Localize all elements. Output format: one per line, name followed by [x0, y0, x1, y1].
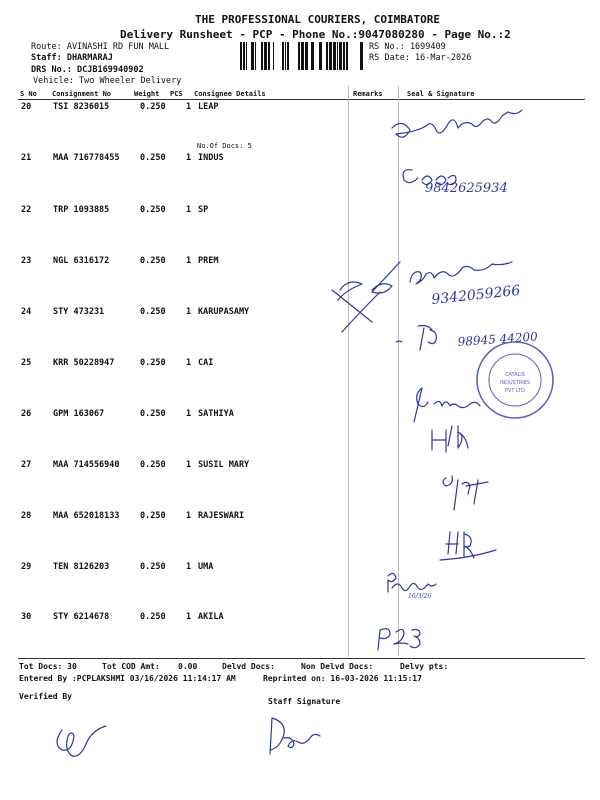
- row-consignee: CAI: [198, 358, 214, 368]
- row-weight: 0.250: [140, 612, 166, 622]
- svg-text:16/3/26: 16/3/26: [408, 593, 432, 600]
- row-docs-note: No.Of Docs: 5: [197, 142, 252, 150]
- row-consignment: TRP 1093885: [53, 205, 110, 215]
- row-consignment: MAA 652018133: [53, 511, 120, 521]
- signature-row28: [440, 532, 496, 560]
- row-sno: 25: [21, 358, 32, 368]
- row-sno: 24: [21, 307, 32, 317]
- drs-label: DRS No.: DCJB169940902: [31, 65, 144, 75]
- row-sno: 26: [21, 409, 32, 419]
- signature-row24: [396, 326, 436, 351]
- phone-row24: 98945 44200: [457, 329, 539, 349]
- staff-signature-label: Staff Signature: [268, 697, 341, 706]
- row-consignee: SUSIL MARY: [198, 460, 250, 470]
- row-weight: 0.250: [140, 102, 166, 112]
- row-weight: 0.250: [140, 256, 166, 266]
- row-pcs: 1: [186, 153, 192, 163]
- row-sno: 28: [21, 511, 32, 521]
- svg-text:INDUSTRIES: INDUSTRIES: [499, 380, 531, 386]
- delivery-points: Delvy pts:: [400, 662, 449, 671]
- verified-signature: [57, 726, 106, 756]
- total-cod-label: Tot COD Amt:: [102, 662, 160, 671]
- route-label: Route: AVINASHI RD FUN MALL: [31, 42, 170, 52]
- signature-row30: [378, 629, 420, 650]
- runsheet-subtitle: Delivery Runsheet - PCP - Phone No.:9047080280 - Page No.:2: [120, 28, 511, 41]
- row-weight: 0.250: [140, 562, 166, 572]
- row-pcs: 1: [186, 409, 192, 419]
- reprinted-on: Reprinted on: 16-03-2026 11:15:17: [263, 674, 422, 683]
- row-weight: 0.250: [140, 307, 166, 317]
- signature-row29: [388, 573, 436, 592]
- signature-row26: [432, 426, 468, 452]
- arrow-doodle: [332, 262, 400, 332]
- row-weight: 0.250: [140, 153, 166, 163]
- col-consignment: Consignment No: [52, 90, 112, 98]
- staff-handwritten-signature: [270, 718, 320, 754]
- row-consignment: TEN 8126203: [53, 562, 110, 572]
- row-consignment: NGL 6316172: [53, 256, 110, 266]
- row-pcs: 1: [186, 358, 192, 368]
- phone-row23: 9342059266: [430, 282, 522, 308]
- row-pcs: 1: [186, 256, 192, 266]
- col-sno: S No: [20, 90, 37, 98]
- staff-label: Staff: DHARMARAJ: [31, 53, 113, 63]
- row-sno: 27: [21, 460, 32, 470]
- total-cod-amount: 0.00: [178, 662, 198, 671]
- col-weight: Weight: [134, 90, 160, 98]
- col-seal-signature: Seal & Signature: [407, 90, 475, 98]
- row-pcs: 1: [186, 460, 192, 470]
- rs-number: RS No.: 1699409: [369, 42, 446, 52]
- row-sno: 20: [21, 102, 32, 112]
- delivered-docs: Delvd Docs:: [222, 662, 275, 671]
- row-consignee: SP: [198, 205, 209, 215]
- row-pcs: 1: [186, 511, 192, 521]
- row-consignee: SATHIYA: [198, 409, 234, 419]
- row-sno: 23: [21, 256, 32, 266]
- vehicle-label: Vehicle: Two Wheeler Delivery: [33, 76, 182, 86]
- col-consignee: Consignee Details: [194, 90, 266, 98]
- row-consignee: LEAP: [198, 102, 219, 112]
- row-consignee: AKILA: [198, 612, 224, 622]
- row-consignee: UMA: [198, 562, 214, 572]
- row-consignment: GPM 163067: [53, 409, 105, 419]
- svg-text:PVT LTD: PVT LTD: [504, 388, 526, 394]
- col-remarks: Remarks: [353, 90, 383, 98]
- row-weight: 0.250: [140, 409, 166, 419]
- row-weight: 0.250: [140, 511, 166, 521]
- row-pcs: 1: [186, 612, 192, 622]
- row-pcs: 1: [186, 562, 192, 572]
- row-pcs: 1: [186, 102, 192, 112]
- row-sno: 22: [21, 205, 32, 215]
- company-stamp: [477, 342, 553, 418]
- verified-by-label: Verified By: [19, 692, 72, 701]
- row-consignee: KARUPASAMY: [198, 307, 250, 317]
- row-weight: 0.250: [140, 358, 166, 368]
- non-delivered-docs: Non Delvd Docs:: [301, 662, 374, 671]
- row-consignee: RAJESWARI: [198, 511, 245, 521]
- row-sno: 29: [21, 562, 32, 572]
- signature-row23: [410, 262, 512, 284]
- row-consignment: MAA 716778455: [53, 153, 120, 163]
- col-pcs: PCS: [170, 90, 183, 98]
- signature-row27: [443, 476, 488, 510]
- signature-row25: [414, 388, 480, 422]
- entered-by: Entered By :PCPLAKSHMI 03/16/2026 11:14:17 AM: [19, 674, 236, 683]
- row-pcs: 1: [186, 307, 192, 317]
- row-consignee: PREM: [198, 256, 219, 266]
- row-consignment: KRR 50228947: [53, 358, 115, 368]
- row-pcs: 1: [186, 205, 192, 215]
- row-weight: 0.250: [140, 460, 166, 470]
- row-sno: 21: [21, 153, 32, 163]
- signature-row20: [392, 110, 522, 137]
- company-title: THE PROFESSIONAL COURIERS, COIMBATORE: [195, 13, 441, 26]
- row-weight: 0.250: [140, 205, 166, 215]
- row-consignment: TSI 8236015: [53, 102, 110, 112]
- row-sno: 30: [21, 612, 32, 622]
- row-consignee: INDUS: [198, 153, 224, 163]
- phone-row21: 9842625934: [425, 181, 508, 196]
- row-consignment: MAA 714556940: [53, 460, 120, 470]
- row-consignment: STY 473231: [53, 307, 105, 317]
- total-docs: Tot Docs: 30: [19, 662, 77, 671]
- row-consignment: STY 6214678: [53, 612, 110, 622]
- rs-date: RS Date: 16-Mar-2026: [369, 53, 472, 63]
- svg-text:CATALIS: CATALIS: [504, 372, 526, 378]
